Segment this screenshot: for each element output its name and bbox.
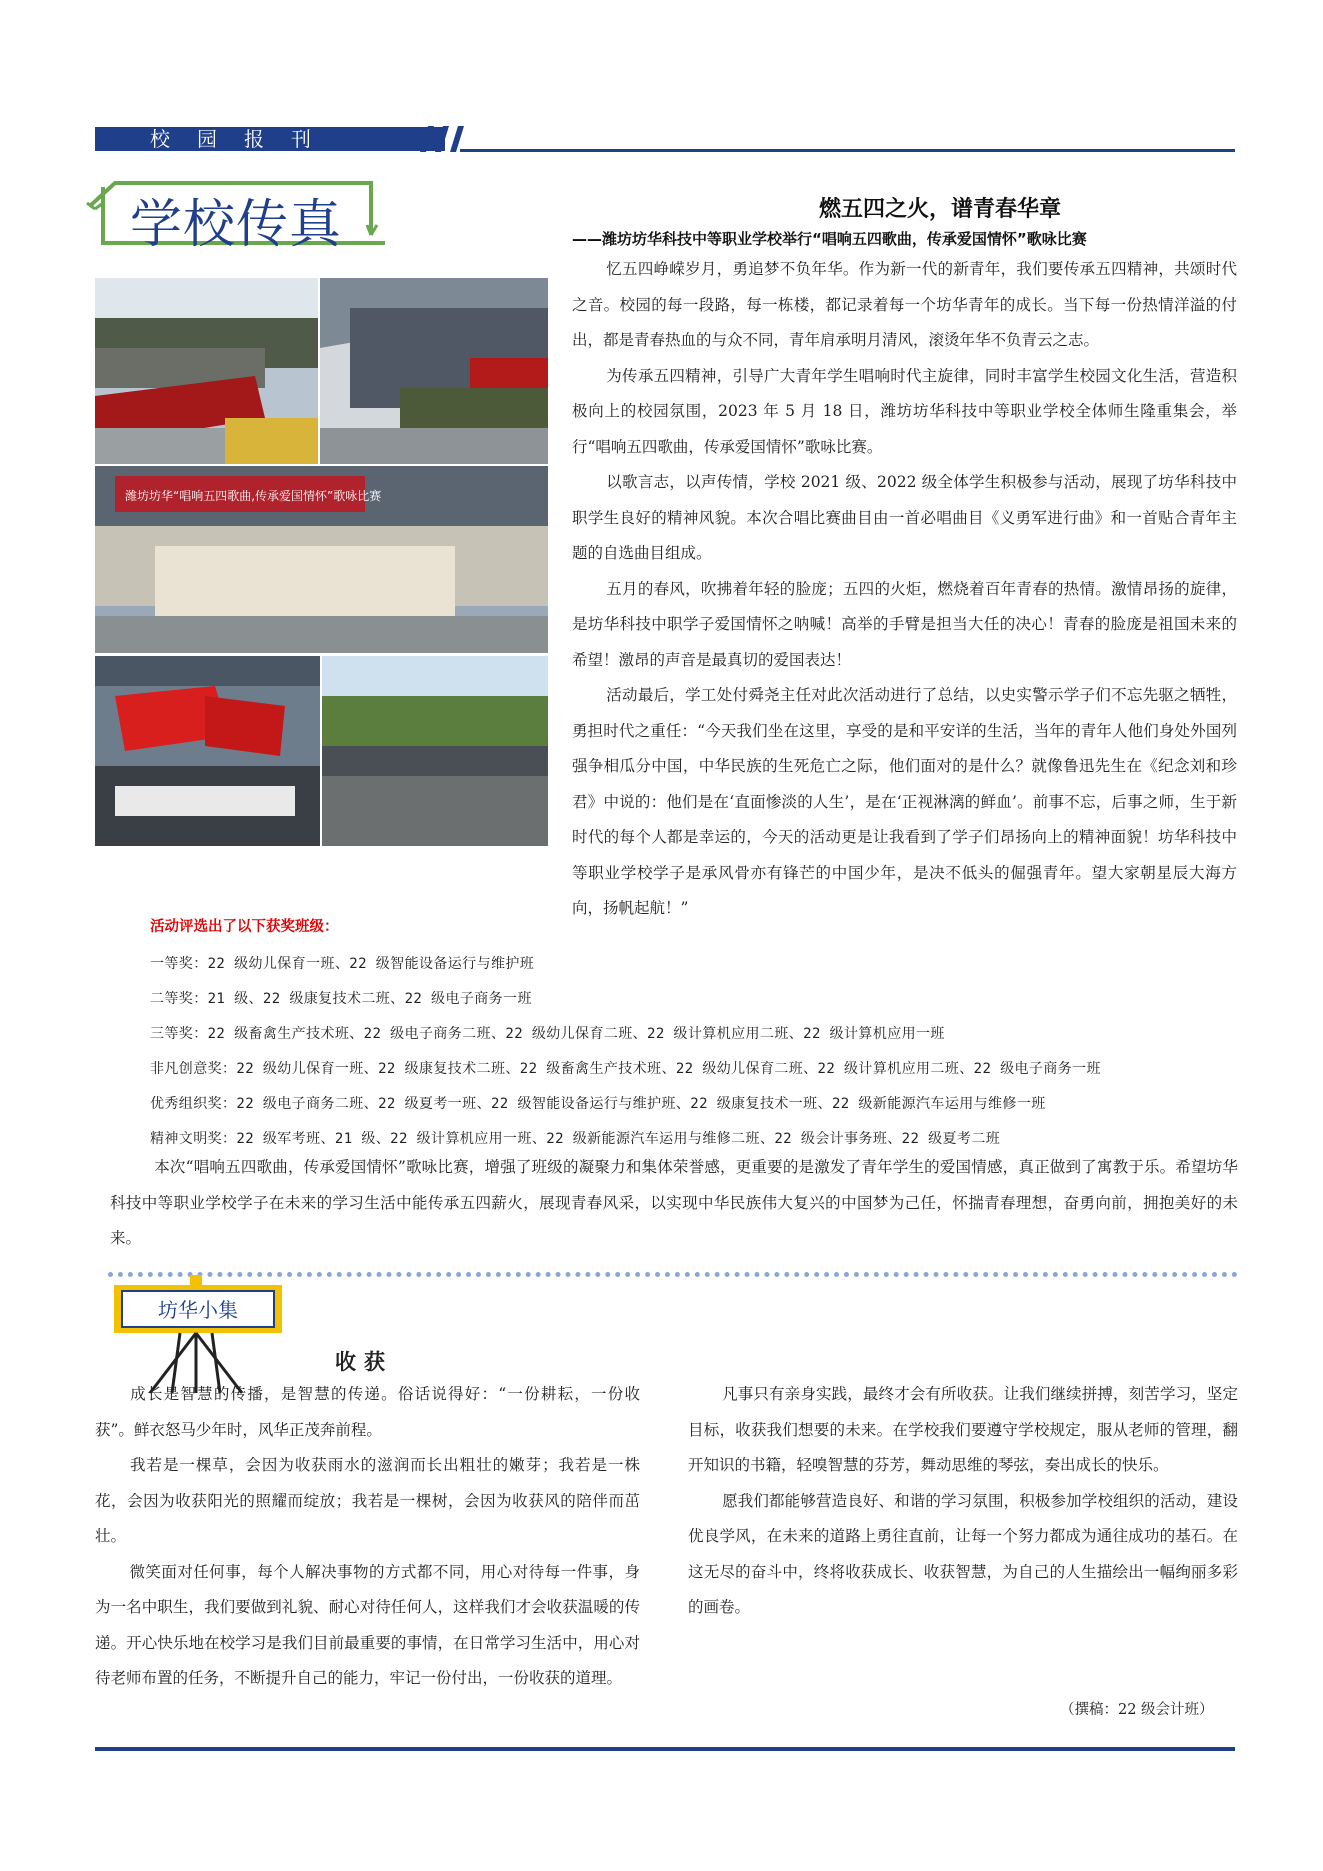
photo-judges-table bbox=[95, 278, 318, 464]
header-label: 校园报刊 bbox=[150, 127, 338, 151]
article-subtitle: ——潍坊坊华科技中等职业学校举行“唱响五四歌曲，传承爱国情怀”歌咏比赛 bbox=[572, 230, 1087, 248]
award-item: 一等奖：22 级幼儿保育一班、22 级智能设备运行与维护班 bbox=[150, 956, 535, 972]
harvest-paragraph: 凡事只有亲身实践，最终才会有所收获。让我们继续拼搏，刻苦学习，坚定目标，收获我们想要的未来。在学校我们要遵守学校规定，服从老师的管理，翻开知识的书籍，轻嗅智慧的芬芳，舞动思维的琴弦，奏出成长的快乐。 bbox=[688, 1385, 1238, 1474]
banner-text-3: 潍坊坊华“唱响五四歌曲,传承爱国情怀”歌咏比赛 bbox=[110, 728, 281, 737]
photo-audience bbox=[322, 656, 548, 846]
byline: （撰稿：22 级会计班） bbox=[1060, 1702, 1214, 1718]
banner-text-1: 潍坊坊华“唱响五四歌曲,传承爱国情怀”歌咏比赛 bbox=[330, 349, 480, 357]
award-item: 优秀组织奖：22 级电子商务二班、22 级夏考一班、22 级智能设备运行与维护班、22 级康复技术一班、22 级新能源汽车运用与维修一班 bbox=[150, 1096, 1046, 1112]
article-body bbox=[572, 252, 1237, 927]
harvest-paragraph: 我若是一棵草，会因为收获雨水的滋润而长出粗壮的嫩芽；我若是一株花，会因为收获阳光的照耀而绽放；我若是一棵树，会因为收获风的陪伴而茁壮。 bbox=[95, 1456, 640, 1545]
harvest-title: 收获 bbox=[335, 1349, 393, 1374]
banner-text-2: 潍坊坊华“唱响五四歌曲,传承爱国情怀”歌咏比赛 bbox=[125, 489, 382, 503]
harvest-paragraph: 愿我们都能够营造良好、和谐的学习氛围，积极参加学校组织的活动，建设优良学风，在未来的道路上勇往直前，让每一个努力都成为通往成功的基石。在这无尽的奋斗中，终将收获成长、收获智慧，为自己的人生描绘出一幅绚丽多彩的画卷。 bbox=[688, 1491, 1238, 1616]
award-item: 非凡创意奖：22 级幼儿保育一班、22 级康复技术二班、22 级畜禽生产技术班、22 级幼儿保育二班、22 级计算机应用二班、22 级电子商务一班 bbox=[150, 1061, 1101, 1077]
article-title: 燃五四之火，谱青春华章 bbox=[818, 196, 1061, 222]
header-rule bbox=[460, 149, 1235, 152]
harvest-right-column bbox=[688, 1377, 1238, 1626]
article-paragraph: 为传承五四精神，引导广大青年学生唱响时代主旋律，同时丰富学生校园文化生活，营造积极向上的校园氛围，2023 年 5 月 18 日，潍坊坊华科技中等职业学校全体师生隆重集会，举行“唱响五四歌曲，传承爱国情怀”歌咏比赛。 bbox=[572, 366, 1237, 456]
award-item: 三等奖：22 级畜禽生产技术班、22 级电子商务二班、22 级幼儿保育二班、22 级计算机应用二班、22 级计算机应用一班 bbox=[150, 1026, 945, 1042]
article-paragraph: 以歌言志，以声传情，学校 2021 级、2022 级全体学生积极参与活动，展现了坊华科技中职学生良好的精神风貌。本次合唱比赛曲目由一首必唱曲目《义勇军进行曲》和一首贴合青年主题的自选曲目组成。 bbox=[572, 473, 1237, 562]
small-section-title: 坊华小集 bbox=[158, 1298, 238, 1322]
awards-heading: 活动评选出了以下获奖班级： bbox=[150, 919, 339, 935]
award-item: 二等奖：21 级、22 级康复技术二班、22 级电子商务一班 bbox=[150, 991, 532, 1007]
awards-closing-paragraph: 本次“唱响五四歌曲，传承爱国情怀”歌咏比赛，增强了班级的凝聚力和集体荣誉感，更重要的是激发了青年学生的爱国情感，真正做到了寓教于乐。希望坊华科技中等职业学校学子在未来的学习生活中能传承五四薪火，展现青春风采，以实现中华民族伟大复兴的中国梦为己任，怀揣青春理想，奋勇向前，拥抱美好的未来。 bbox=[110, 1158, 1238, 1247]
award-item: 精神文明奖：22 级军考班、21 级、22 级计算机应用一班、22 级新能源汽车运用与维修二班、22 级会计事务班、22 级夏考二班 bbox=[150, 1131, 1001, 1147]
photo-flags-choir bbox=[95, 656, 320, 846]
photo-girls-choir bbox=[95, 466, 548, 653]
article-paragraph: 忆五四峥嵘岁月，勇追梦不负年华。作为新一代的新青年，我们要传承五四精神，共颂时代之音。校园的每一段路，每一栋楼，都记录着每一个坊华青年的成长。当下每一份热情洋溢的付出，都是青春热血的与众不同，青年肩承明月清风，滚烫年华不负青云之志。 bbox=[572, 260, 1237, 349]
photo-military-choir bbox=[320, 278, 548, 464]
section-title: 学校传真 bbox=[130, 195, 343, 255]
footer-rule bbox=[95, 1747, 1235, 1751]
article-paragraph: 五月的春风，吹拂着年轻的脸庞；五四的火炬，燃烧着百年青春的热情。激情昂扬的旋律，是坊华科技中职学子爱国情怀之呐喊！高举的手臂是担当大任的决心！青春的脸庞是祖国未来的希望！激昂的声音是最真切的爱国表达！ bbox=[572, 579, 1237, 669]
article-paragraph: 活动最后，学工处付舜尧主任对此次活动进行了总结，以史实警示学子们不忘先驱之牺牲，勇担时代之重任：“今天我们坐在这里，享受的是和平安详的生活，当年的青年人他们身处外国列强争相瓜分中国，中华民族的生死危亡之际，他们面对的是什么？就像鲁迅先生在《纪念刘和珍君》中说的：他们是在‘直面惨淡的人生’，是在‘正视淋漓的鲜血’。前事不忘，后事之师，生于新时代的每个人都是幸运的，今天的活动更是让我看到了学子们昂扬向上的精神面貌！坊华科技中等职业学校学子是承风骨亦有锋芒的中国少年，是决不低头的倔强青年。望大家朝星辰大海方向，扬帆起航！” bbox=[572, 686, 1237, 917]
harvest-left-column bbox=[95, 1377, 640, 1697]
harvest-paragraph: 成长是智慧的传播，是智慧的传递。俗话说得好：“一份耕耘，一份收获”。鲜衣怒马少年时，风华正茂奔前程。 bbox=[95, 1385, 640, 1439]
harvest-paragraph: 微笑面对任何事，每个人解决事物的方式都不同，用心对待每一件事，身为一名中职生，我们要做到礼貌、耐心对待任何人，这样我们才会收获温暖的传递。开心快乐地在校学习是我们目前最重要的事情，在日常学习生活中，用心对待老师布置的任务，不断提升自己的能力，牢记一份付出，一份收获的道理。 bbox=[95, 1562, 640, 1687]
awards-list bbox=[150, 947, 1250, 1157]
